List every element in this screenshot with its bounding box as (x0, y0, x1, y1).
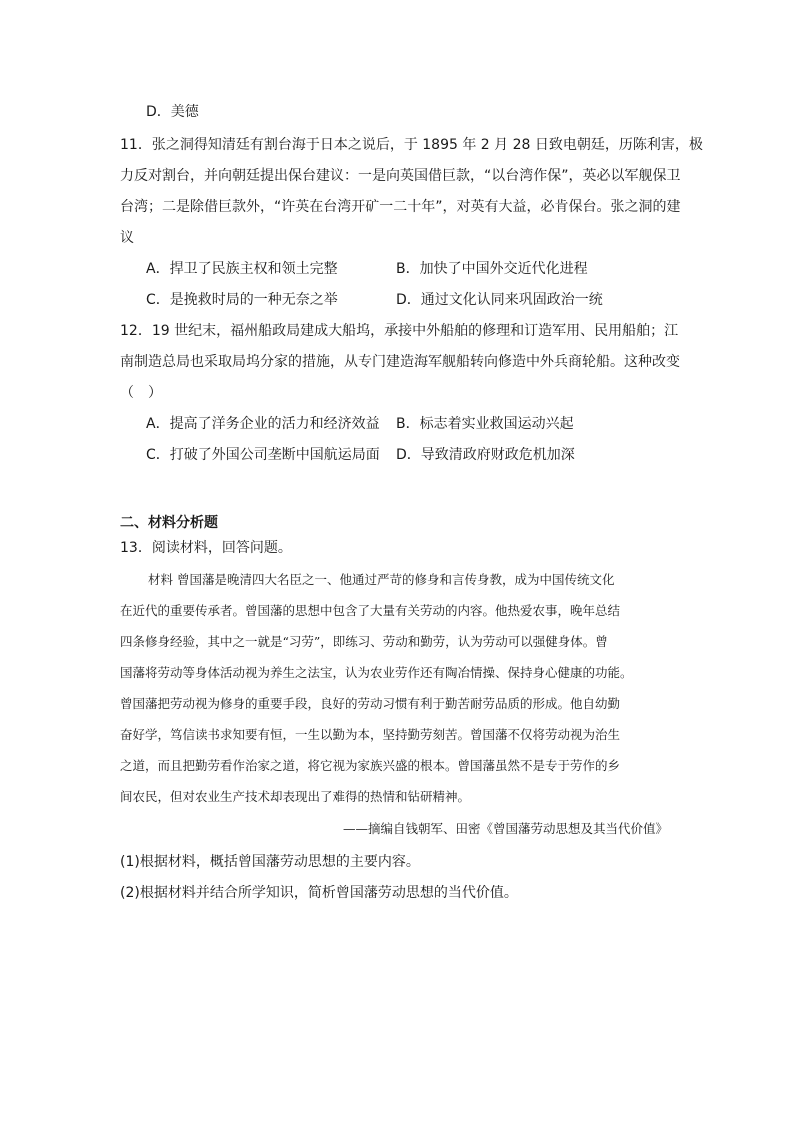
q12-option-a: A．提高了洋务企业的活力和经济效益 (146, 416, 380, 432)
material-line-5: 曾国藩把劳动视为修身的重要手段，良好的劳动习惯有利于勤苦耐劳品质的形成。他自幼勤 (120, 696, 621, 711)
q12-option-c: C．打破了外国公司垄断中国航运局面 (146, 447, 380, 463)
q13-sub-question-2: (2)根据材料并结合所学知识，简析曾国藩劳动思想的当代价值。 (120, 885, 518, 901)
q11-option-d: D．通过文化认同来巩固政治一统 (396, 292, 603, 308)
q11-option-a: A．捍卫了民族主权和领土完整 (146, 261, 338, 277)
q13-sub-question-1: (1)根据材料，概括曾国藩劳动思想的主要内容。 (120, 854, 420, 870)
q12-line-3: （ ） (120, 385, 162, 401)
q11-option-b: B．加快了中国外交近代化进程 (396, 261, 588, 277)
material-line-2: 在近代的重要传承者。曾国藩的思想中包含了大量有关劳动的内容。他热爱农事，晚年总结 (120, 603, 621, 618)
q11-line-4: 议 (120, 230, 134, 246)
material-line-6: 奋好学，笃信读书求知要有恒，一生以勤为本，坚持勤劳刻苦。曾国藩不仅将劳动视为治生 (120, 727, 621, 742)
material-line-4: 国藩将劳动等身体活动视为养生之法宝，认为农业劳作还有陶冶情操、保持身心健康的功能。 (120, 665, 633, 680)
section-title: 二、材料分析题 (120, 515, 218, 531)
q12-option-d: D．导致清政府财政危机加深 (396, 447, 575, 463)
material-source: ——摘编自钱朝军、田密《曾国藩劳动思想及其当代价值》 (342, 821, 668, 836)
q11-line-3: 台湾；二是除借巨款外，“许英在台湾开矿一二十年”，对英有大益，必肯保台。张之洞的建 (120, 199, 681, 215)
material-line-7: 之道，而且把勤劳看作治家之道，将它视为家族兴盛的根本。曾国藩虽然不是专于劳作的乡 (120, 758, 621, 773)
q11-line-1: 11．张之洞得知清廷有割台海于日本之说后，于 1895 年 2 月 28 日致电朝廷，历陈利害，极 (120, 137, 703, 153)
q11-line-2: 力反对割台，并向朝廷提出保台建议：一是向英国借巨款，“以台湾作保”，英必以军舰保卫 (120, 168, 681, 184)
q12-option-b: B．标志着实业救国运动兴起 (396, 416, 574, 432)
q12-line-2: 南制造总局也采取局坞分家的措施，从专门建造海军舰船转向修造中外兵商轮船。这种改变 (120, 354, 680, 370)
material-line-1: 材料 曾国藩是晚清四大名臣之一、他通过严苛的修身和言传身教，成为中国传统文化 (148, 572, 615, 587)
q12-line-1: 12．19 世纪末，福州船政局建成大船坞，承接中外船舶的修理和订造军用、民用船舶；江 (120, 323, 679, 339)
q11-option-c: C．是挽救时局的一种无奈之举 (146, 292, 338, 308)
material-line-8: 间农民，但对农业生产技术却表现出了难得的热情和钻研精神。 (120, 789, 471, 804)
q13-stem: 13．阅读材料，回答问题。 (120, 540, 292, 556)
material-line-3: 四条修身经验，其中之一就是“习劳”，即练习、劳动和勤劳，认为劳动可以强健身体。曾 (120, 634, 608, 649)
q10-option-d: D．美德 (146, 104, 199, 120)
